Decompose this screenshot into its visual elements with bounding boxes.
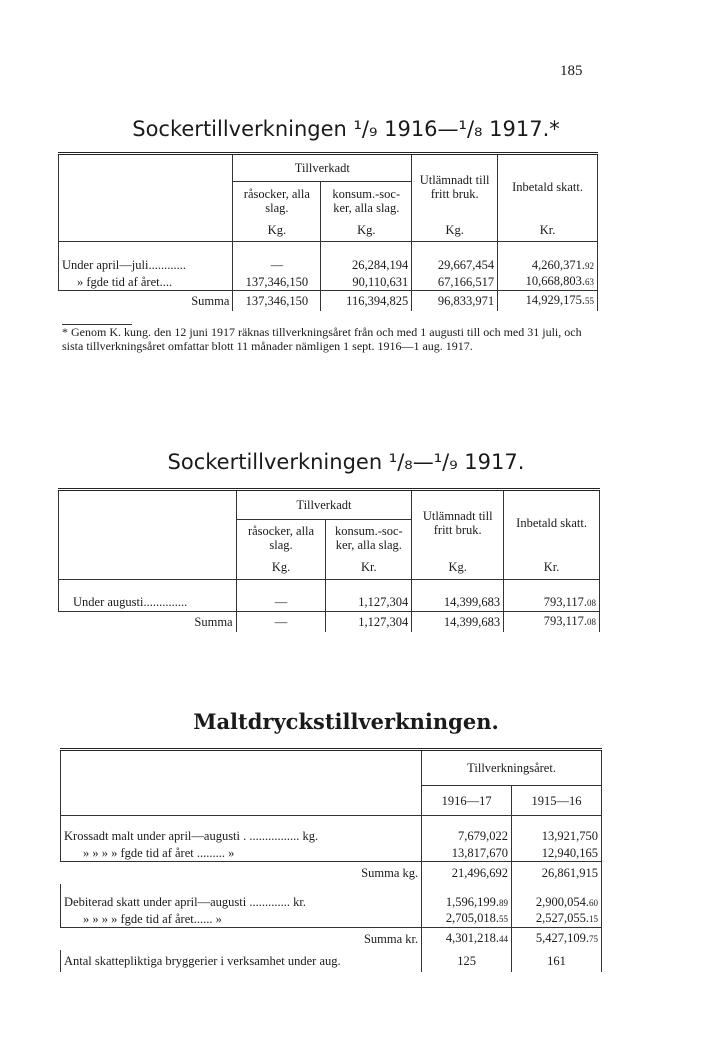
table3-cell: 13,817,670 <box>422 845 512 862</box>
table3-cell <box>422 928 512 950</box>
table1-row-label: » fgde tid af året.... <box>59 274 233 291</box>
table3-sum-label: Summa kr. <box>61 928 422 950</box>
value-decimal: 55 <box>585 296 594 307</box>
table2-header-group: Tillverkadt <box>236 490 412 520</box>
table3-cell: 12,940,165 <box>512 845 602 862</box>
table1-unit-utlamnadt: Kg. <box>412 220 498 242</box>
table3-cell <box>512 894 602 911</box>
table3-cell: 26,861,915 <box>512 862 602 884</box>
value-main: 2,900,054. <box>535 894 589 909</box>
table1-cell: 29,667,454 <box>412 257 498 274</box>
table3-row-label: Debiterad skatt under april—augusti ............. kr. <box>61 894 422 911</box>
value-decimal: 44 <box>499 934 509 945</box>
table3-row-label: Krossadt malt under april—augusti . ................ kg. <box>61 828 422 845</box>
value-decimal: 92 <box>585 260 594 271</box>
table1-sum-label: Summa <box>59 291 233 311</box>
table2-sum-cell: — <box>236 612 326 632</box>
table2-unit-utlamnadt: Kg. <box>412 556 504 580</box>
value-main: 1,596,199. <box>445 894 500 909</box>
value-decimal: 15 <box>589 914 598 925</box>
table2-row-label: Under augusti.............. <box>59 594 237 612</box>
table1-sum-cell: 137,346,150 <box>233 291 321 311</box>
table-row <box>61 950 602 972</box>
value-main: 10,668,803. <box>525 274 585 289</box>
table-row <box>61 928 602 950</box>
value-decimal: 60 <box>589 897 598 908</box>
table1-cell: 26,284,194 <box>321 257 412 274</box>
table1-cell <box>498 274 598 291</box>
table3-sum-label: Summa kg. <box>61 862 422 884</box>
table1-col-utlamnadt: Utlämnadt till fritt bruk. <box>412 154 498 220</box>
value-decimal: 55 <box>499 914 509 925</box>
table3-row-label: Antal skattepliktiga bryggerier i verksamhet under aug. <box>61 950 422 972</box>
table3-cell: 13,921,750 <box>512 828 602 845</box>
table2-col-rasocker: råsocker, alla slag. <box>236 520 326 556</box>
value-main: 4,301,218. <box>445 931 500 946</box>
value-main: 793,117. <box>543 594 587 609</box>
table1-col-konsum: konsum.-soc- ker, alla slag. <box>321 182 412 220</box>
table1-cell <box>498 257 598 274</box>
table3-stub <box>61 750 422 816</box>
table-row <box>59 274 598 291</box>
table2-sum-cell: 14,399,683 <box>412 612 504 632</box>
value-decimal: 89 <box>499 897 509 908</box>
table-row <box>61 845 602 862</box>
table1-sum-cell <box>498 291 598 311</box>
table2-col-utlamnadt: Utlämnadt till fritt bruk. <box>412 490 504 556</box>
table3 <box>60 748 602 972</box>
table-row <box>61 894 602 911</box>
table2-unit-rasocker: Kg. <box>236 556 326 580</box>
table1-col-rasocker: råsocker, alla slag. <box>233 182 321 220</box>
table2-cell: 14,399,683 <box>412 594 504 612</box>
value-main: 2,527,055. <box>535 911 589 926</box>
table1-col-inbetald: Inbetald skatt. <box>498 154 598 220</box>
table2-sum-cell: 1,127,304 <box>326 612 412 632</box>
table2-col-inbetald: Inbetald skatt. <box>504 490 600 556</box>
table2-unit-konsum: Kr. <box>326 556 412 580</box>
table2-title: Sockertillverkningen ¹/₈—¹/₉ 1917. <box>167 450 525 474</box>
table3-cell <box>512 911 602 928</box>
value-decimal: 08 <box>587 617 596 628</box>
value-decimal: 75 <box>589 934 598 945</box>
value-main: 2,705,018. <box>445 911 500 926</box>
table1 <box>58 152 598 311</box>
table3-cell: 7,679,022 <box>422 828 512 845</box>
table3-row-label: » » » » fgde tid af året...... » <box>61 911 422 928</box>
table3-cell <box>512 928 602 950</box>
table1-cell: 137,346,150 <box>233 274 321 291</box>
table-row <box>59 257 598 274</box>
value-main: 793,117. <box>543 614 587 629</box>
table3-cell: 161 <box>512 950 602 972</box>
table3-col-1916: 1916—17 <box>422 786 512 816</box>
table-row <box>59 291 598 311</box>
table1-sum-cell: 116,394,825 <box>321 291 412 311</box>
table2-col-konsum: konsum.-soc- ker, alla slag. <box>326 520 412 556</box>
value-main: 4,260,371. <box>531 257 585 272</box>
table2-cell <box>504 594 600 612</box>
table-row <box>61 911 602 928</box>
table3-cell: 125 <box>422 950 512 972</box>
table1-stub <box>59 154 233 242</box>
table1-title: Sockertillverkningen ¹/₉ 1916—¹/₈ 1917.* <box>132 117 560 141</box>
table1-row-label: Under april—juli............ <box>59 257 233 274</box>
table1-cell: — <box>233 257 321 274</box>
table3-cell <box>422 894 512 911</box>
table-row <box>61 828 602 845</box>
table3-title: Maltdryckstillverkningen. <box>193 709 499 734</box>
table2-unit-inbetald: Kr. <box>504 556 600 580</box>
value-decimal: 08 <box>587 597 596 608</box>
table1-cell: 67,166,517 <box>412 274 498 291</box>
table-row <box>61 862 602 884</box>
table1-unit-inbetald: Kr. <box>498 220 598 242</box>
value-main: 14,929,175. <box>525 293 585 308</box>
table1-unit-rasocker: Kg. <box>233 220 321 242</box>
table1-unit-konsum: Kg. <box>321 220 412 242</box>
table1-header-group: Tillverkadt <box>233 154 412 182</box>
table-row <box>59 612 600 632</box>
table2-cell: 1,127,304 <box>326 594 412 612</box>
table2-sum-label: Summa <box>59 612 237 632</box>
table3-cell: 21,496,692 <box>422 862 512 884</box>
table2-stub <box>59 490 237 580</box>
table3-row-label: » » » » fgde tid af året ......... » <box>61 845 422 862</box>
table1-sum-cell: 96,833,971 <box>412 291 498 311</box>
table3-col-1915: 1915—16 <box>512 786 602 816</box>
table2-cell: — <box>236 594 326 612</box>
table3-header-group: Tillverkningsåret. <box>422 750 602 786</box>
table-row <box>59 594 600 612</box>
value-main: 5,427,109. <box>535 931 589 946</box>
page-number: 185 <box>560 63 583 79</box>
table3-cell <box>422 911 512 928</box>
table1-cell: 90,110,631 <box>321 274 412 291</box>
table2-sum-cell <box>504 612 600 632</box>
value-decimal: 63 <box>585 277 594 288</box>
table2 <box>58 488 600 632</box>
footnote: * Genom K. kung. den 12 juni 1917 räknas tillverkningsåret från och med 1 augusti till och med 31 juli, och sista tillverkningsåret omfattar blott 11 månader nämligen 1 sept. 1916—1 aug. 1917. <box>62 325 582 353</box>
